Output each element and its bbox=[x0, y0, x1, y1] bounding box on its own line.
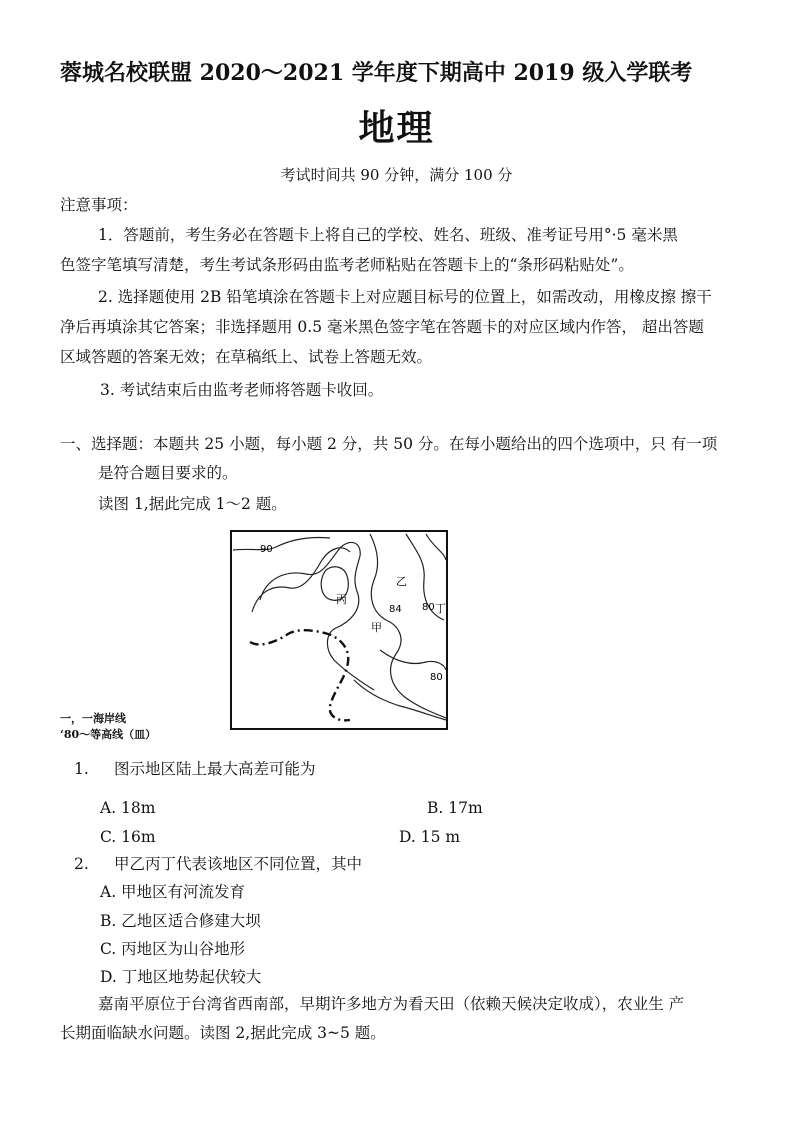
notice-item-2-line-2: 净后再填涂其它答案；非选择题用 0.5 毫米黑色签字笔在答题卡的对应区域内作答， 超出答题 bbox=[60, 318, 704, 336]
subject-title: 地理 bbox=[358, 107, 435, 149]
location-jia: 甲 bbox=[371, 621, 382, 634]
notice-item-3: 3. 考试结束后由监考老师将答题卡收回。 bbox=[100, 381, 384, 399]
section-1-line-2: 是符合题目要求的。 bbox=[98, 464, 238, 482]
question-1-option-a: A. 18m bbox=[100, 799, 156, 817]
location-yi: 乙 bbox=[396, 575, 407, 588]
question-2-option-c: C. 丙地区为山谷地形 bbox=[100, 940, 246, 958]
location-bing: 丙 bbox=[336, 593, 347, 606]
contour-map bbox=[230, 530, 448, 730]
question-1-option-d: D. 15 m bbox=[399, 828, 461, 846]
contour-label-80-upper: 80 bbox=[422, 602, 435, 613]
contour-label-80-lower: 80 bbox=[430, 672, 443, 683]
section-1-line-1: 一、选择题：本题共 25 小题，每小题 2 分，共 50 分。在每小题给出的四个选项中，只 有一项 bbox=[60, 435, 718, 453]
notice-item-1-line-1: 1．答题前，考生务必在答题卡上将自己的学校、姓名、班级、准考证号用°·5 毫米黑 bbox=[98, 226, 678, 244]
notice-item-2-line-3: 区域答题的答案无效；在草稿纸上、试卷上答题无效。 bbox=[60, 348, 433, 366]
notice-item-2-line-1: 2. 选择题使用 2B 铅笔填涂在答题卡上对应题目标号的位置上，如需改动，用橡皮擦 擦干 bbox=[98, 288, 712, 306]
question-1-option-b: B. 17m bbox=[427, 799, 483, 817]
question-1-number: 1. bbox=[74, 760, 89, 778]
contour-label-84: 84 bbox=[389, 604, 402, 615]
legend-contour: ‘80～等高线（皿） bbox=[60, 728, 157, 741]
question-1-stem: 图示地区陆上最大高差可能为 bbox=[114, 760, 316, 778]
contour-label-90: 90 bbox=[260, 544, 273, 555]
passage-line-1: 嘉南平原位于台湾省西南部，早期许多地方为看天田（依赖天候决定收成），农业生 产 bbox=[98, 995, 685, 1013]
question-2-option-b: B. 乙地区适合修建大坝 bbox=[100, 912, 261, 930]
passage-line-2: 长期面临缺水问题。读图 2,据此完成 3~5 题。 bbox=[60, 1024, 386, 1042]
map-frame bbox=[231, 531, 447, 729]
question-1-option-c: C. 16m bbox=[100, 828, 156, 846]
question-2-option-a: A. 甲地区有河流发育 bbox=[100, 883, 246, 901]
question-2-stem: 甲乙丙丁代表该地区不同位置，其中 bbox=[114, 855, 363, 873]
section-1-intro: 读图 1,据此完成 1～2 题。 bbox=[98, 495, 287, 513]
notice-heading: 注意事项： bbox=[60, 196, 138, 214]
notice-item-1-line-2: 色签字笔填写清楚，考生考试条形码由监考老师粘贴在答题卡上的“条形码粘贴处”。 bbox=[60, 256, 634, 274]
exam-info: 考试时间共 90 分钟，满分 100 分 bbox=[280, 166, 513, 184]
question-2-option-d: D. 丁地区地势起伏较大 bbox=[100, 968, 262, 986]
exam-title: 蓉城名校联盟 2020～2021 学年度下期高中 2019 级入学联考 bbox=[60, 60, 693, 86]
location-ding: 丁 bbox=[435, 602, 446, 615]
legend-coastline: 一，一海岸线 bbox=[60, 712, 126, 725]
question-2-number: 2. bbox=[74, 855, 89, 873]
contour-map-svg bbox=[230, 530, 448, 730]
